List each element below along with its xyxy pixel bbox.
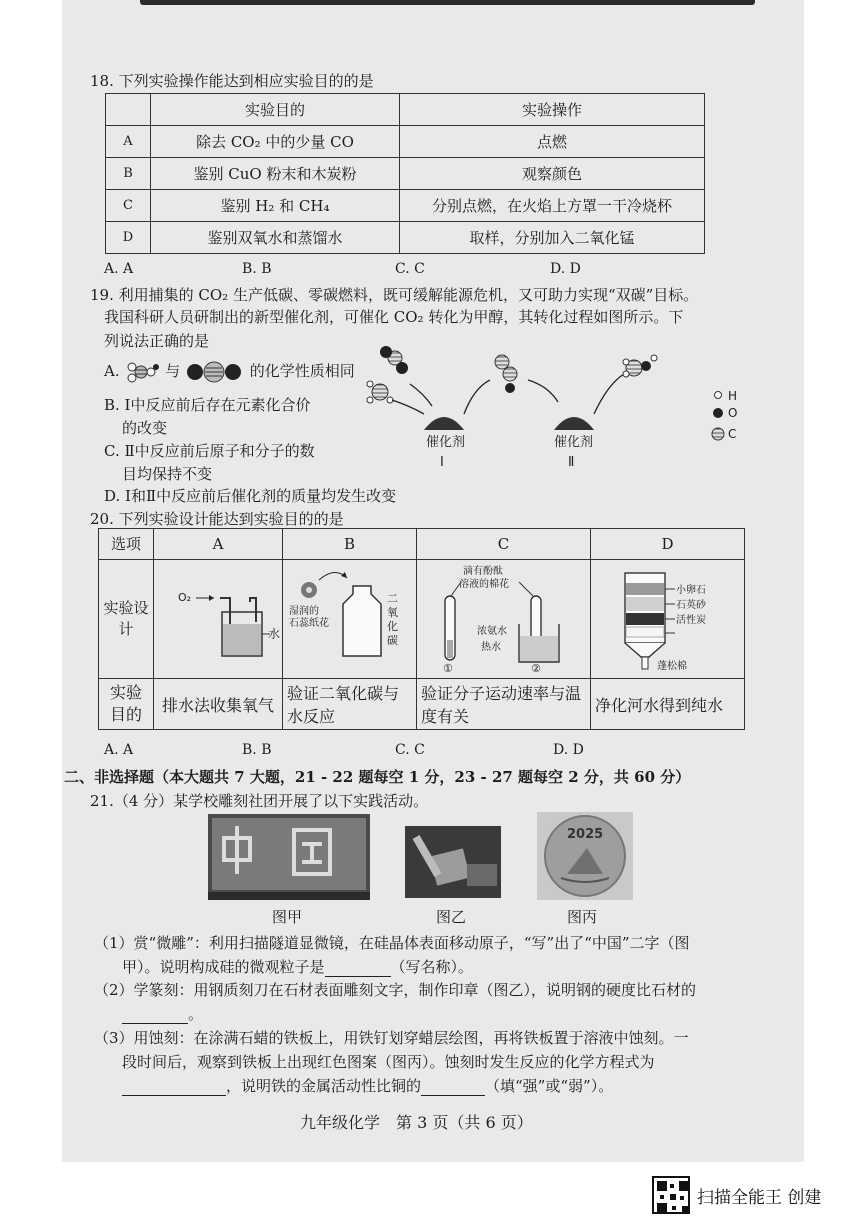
- q19-stem-3: 列说法正确的是: [104, 332, 210, 350]
- co2-molecule-icon: [380, 346, 408, 374]
- answer-blank[interactable]: [122, 1005, 188, 1024]
- q19-stem-1: 19. 利用捕集的 CO₂ 生产低碳、零碳燃料，既可缓解能源危机，又可助力实现“双碳”目标。: [90, 286, 699, 304]
- figure-caption: 图丙: [567, 908, 598, 926]
- q19-option-a[interactable]: A. 与 的化学性质相同: [104, 360, 355, 383]
- arrow-icon: [410, 384, 432, 406]
- stage-1-label: Ⅰ: [440, 455, 444, 470]
- q18-table: [105, 93, 705, 254]
- catalyst-2-icon: [554, 417, 594, 430]
- catalysis-diagram: [362, 344, 762, 474]
- stm-image: [208, 814, 370, 900]
- svg-text:溶液的棉花: 溶液的棉花: [459, 579, 509, 590]
- answer-blank[interactable]: [122, 1077, 226, 1096]
- scanner-watermark: 扫描全能王 创建: [697, 1188, 822, 1208]
- table-row: C 鉴别 H₂ 和 CH₄ 分别点燃，在火焰上方罩一干冷烧杯: [106, 190, 705, 222]
- legend: [712, 389, 737, 441]
- q18-stem: 18. 下列实验操作能达到相应实验目的的是: [90, 72, 374, 90]
- choice-a[interactable]: A. A: [104, 742, 134, 758]
- svg-text:湿润的: 湿润的: [289, 606, 319, 617]
- water-purifier-apparatus: [595, 561, 740, 673]
- hydrogen-molecule-icon: [367, 381, 393, 403]
- table-row: [106, 94, 705, 126]
- intermediate-molecule-icon: [495, 355, 517, 393]
- svg-text:O₂: O₂: [178, 591, 192, 604]
- choice-b[interactable]: B. B: [242, 742, 272, 758]
- answer-blank[interactable]: [325, 958, 391, 977]
- arrow-icon: [528, 380, 558, 402]
- co2-molecule-icon: [185, 361, 245, 383]
- figure-caption: 图甲: [272, 908, 303, 926]
- design-d-cell: [591, 560, 745, 679]
- choice-a[interactable]: A. A: [104, 261, 134, 277]
- svg-text:滴有酚酞: 滴有酚酞: [463, 566, 503, 577]
- choice-b[interactable]: B. B: [242, 261, 272, 277]
- svg-text:②: ②: [531, 662, 541, 675]
- design-a-cell: [154, 560, 283, 679]
- q19-option-c-line2: 目均保持不变: [122, 465, 213, 483]
- q19-option-b-line2: 的改变: [122, 419, 168, 437]
- svg-text:浓氨水: 浓氨水: [477, 626, 507, 637]
- q19-option-d[interactable]: D. Ⅰ和Ⅱ中反应前后催化剂的质量均发生改变: [104, 487, 397, 505]
- svg-text:碳: 碳: [387, 634, 398, 647]
- q21-part1-line2: 甲）。说明构成硅的微观粒子是 （写名称）。: [122, 958, 474, 976]
- q21-part3-line3: ，说明铁的金属活动性比铜的 （填“强”或“弱”）。: [122, 1075, 613, 1096]
- methanol-molecule-icon: [623, 355, 657, 377]
- q21-part2-line2: 。: [122, 1003, 203, 1024]
- choice-d[interactable]: D. D: [550, 261, 581, 277]
- q20-stem: 20. 下列实验设计能达到实验目的的是: [90, 510, 344, 528]
- table-header: 实验操作: [400, 94, 705, 126]
- molecule-motion-apparatus: [421, 562, 584, 675]
- q19-option-c-line1[interactable]: C. Ⅱ中反应前后原子和分子的数: [104, 442, 315, 460]
- catalyst-1-label: 催化剂: [426, 435, 466, 450]
- svg-text:蓬松棉: 蓬松棉: [657, 661, 687, 672]
- table-row: 实验目的 排水法收集氧气 验证二氧化碳与水反应 验证分子运动速率与温度有关 净化河水得到纯水: [99, 679, 745, 730]
- q21-part2-line1: （2）学篆刻：用钢质刻刀在石材表面雕刻文字，制作印章（图乙），说明钢的硬度比石材的: [94, 981, 697, 999]
- qr-code-icon: [652, 1176, 690, 1214]
- choice-c[interactable]: C. C: [395, 742, 425, 758]
- svg-text:C: C: [728, 427, 737, 441]
- stage-2-label: Ⅱ: [568, 455, 575, 470]
- gas-collection-apparatus: [158, 562, 281, 672]
- answer-blank[interactable]: [421, 1077, 485, 1096]
- q20-table: [98, 528, 745, 730]
- page-footer: 九年级化学 第 3 页（共 6 页）: [300, 1113, 533, 1132]
- svg-text:氧: 氧: [387, 606, 398, 619]
- arrow-icon: [464, 380, 490, 414]
- svg-text:2025: 2025: [567, 827, 604, 842]
- table-row: 选项 A B C D: [99, 529, 745, 560]
- table-row: D 鉴别双氧水和蒸馏水 取样，分别加入二氧化锰: [106, 222, 705, 254]
- figure-caption: 图乙: [436, 908, 467, 926]
- methanol-molecule-icon: [124, 361, 160, 383]
- co2-bottle-apparatus: [287, 562, 410, 672]
- q19-stem-2: 我国科研人员研制出的新型催化剂，可催化 CO₂ 转化为甲醇，其转化过程如图所示。下: [104, 308, 684, 326]
- catalyst-1-icon: [424, 417, 464, 430]
- table-row: B 鉴别 CuO 粉末和木炭粉 观察颜色: [106, 158, 705, 190]
- svg-text:小卵石: 小卵石: [676, 585, 706, 596]
- svg-text:水: 水: [268, 627, 281, 641]
- seal-carving-photo: [405, 826, 501, 898]
- svg-text:化: 化: [387, 620, 398, 633]
- design-c-cell: [417, 560, 591, 679]
- catalyst-2-label: 催化剂: [554, 435, 594, 450]
- choice-d[interactable]: D. D: [553, 742, 584, 758]
- svg-text:H: H: [728, 389, 738, 403]
- svg-text:二: 二: [387, 592, 398, 605]
- q21-part3-line2: 段时间后，观察到铁板上出现红色图案（图丙）。蚀刻时发生反应的化学方程式为: [122, 1053, 655, 1071]
- etched-iron-plate-photo: [537, 812, 633, 900]
- svg-text:石蕊纸花: 石蕊纸花: [289, 618, 329, 629]
- choice-c[interactable]: C. C: [395, 261, 425, 277]
- page-top-edge: [140, 0, 755, 5]
- design-b-cell: [283, 560, 417, 679]
- svg-text:①: ①: [443, 662, 453, 675]
- table-header: 实验目的: [151, 94, 400, 126]
- table-row: A 除去 CO₂ 中的少量 CO 点燃: [106, 126, 705, 158]
- q21-stem: 21.（4 分）某学校雕刻社团开展了以下实践活动。: [90, 792, 429, 810]
- svg-text:活性炭: 活性炭: [676, 615, 706, 626]
- q21-part1-line1: （1）赏“微雕”：利用扫描隧道显微镜，在硅晶体表面移动原子，“写”出了“中国”二字（图: [94, 934, 690, 952]
- svg-text:热水: 热水: [481, 642, 501, 653]
- q21-part3-line1: （3）用蚀刻：在涂满石蜡的铁板上，用铁钉划穿蜡层绘图，再将铁板置于溶液中蚀刻。一: [94, 1029, 689, 1047]
- arrow-icon: [392, 400, 424, 414]
- arrow-icon: [594, 374, 624, 414]
- q19-option-b-line1[interactable]: B. Ⅰ中反应前后存在元素化合价: [104, 396, 311, 414]
- section-heading: 二、非选择题（本大题共 7 大题，21 - 22 题每空 1 分，23 - 27 题每空 2 分，共 60 分）: [64, 768, 691, 786]
- svg-text:O: O: [728, 406, 738, 420]
- svg-text:石英砂: 石英砂: [676, 600, 706, 611]
- table-row: 实验设计 O₂ 水 湿润的 石蕊纸花 二 氧 化 碳 滴有酚酞 溶液的棉花 浓氨水 热水 ① ② 小卵石 石英砂 活性炭 蓬松棉: [99, 560, 745, 679]
